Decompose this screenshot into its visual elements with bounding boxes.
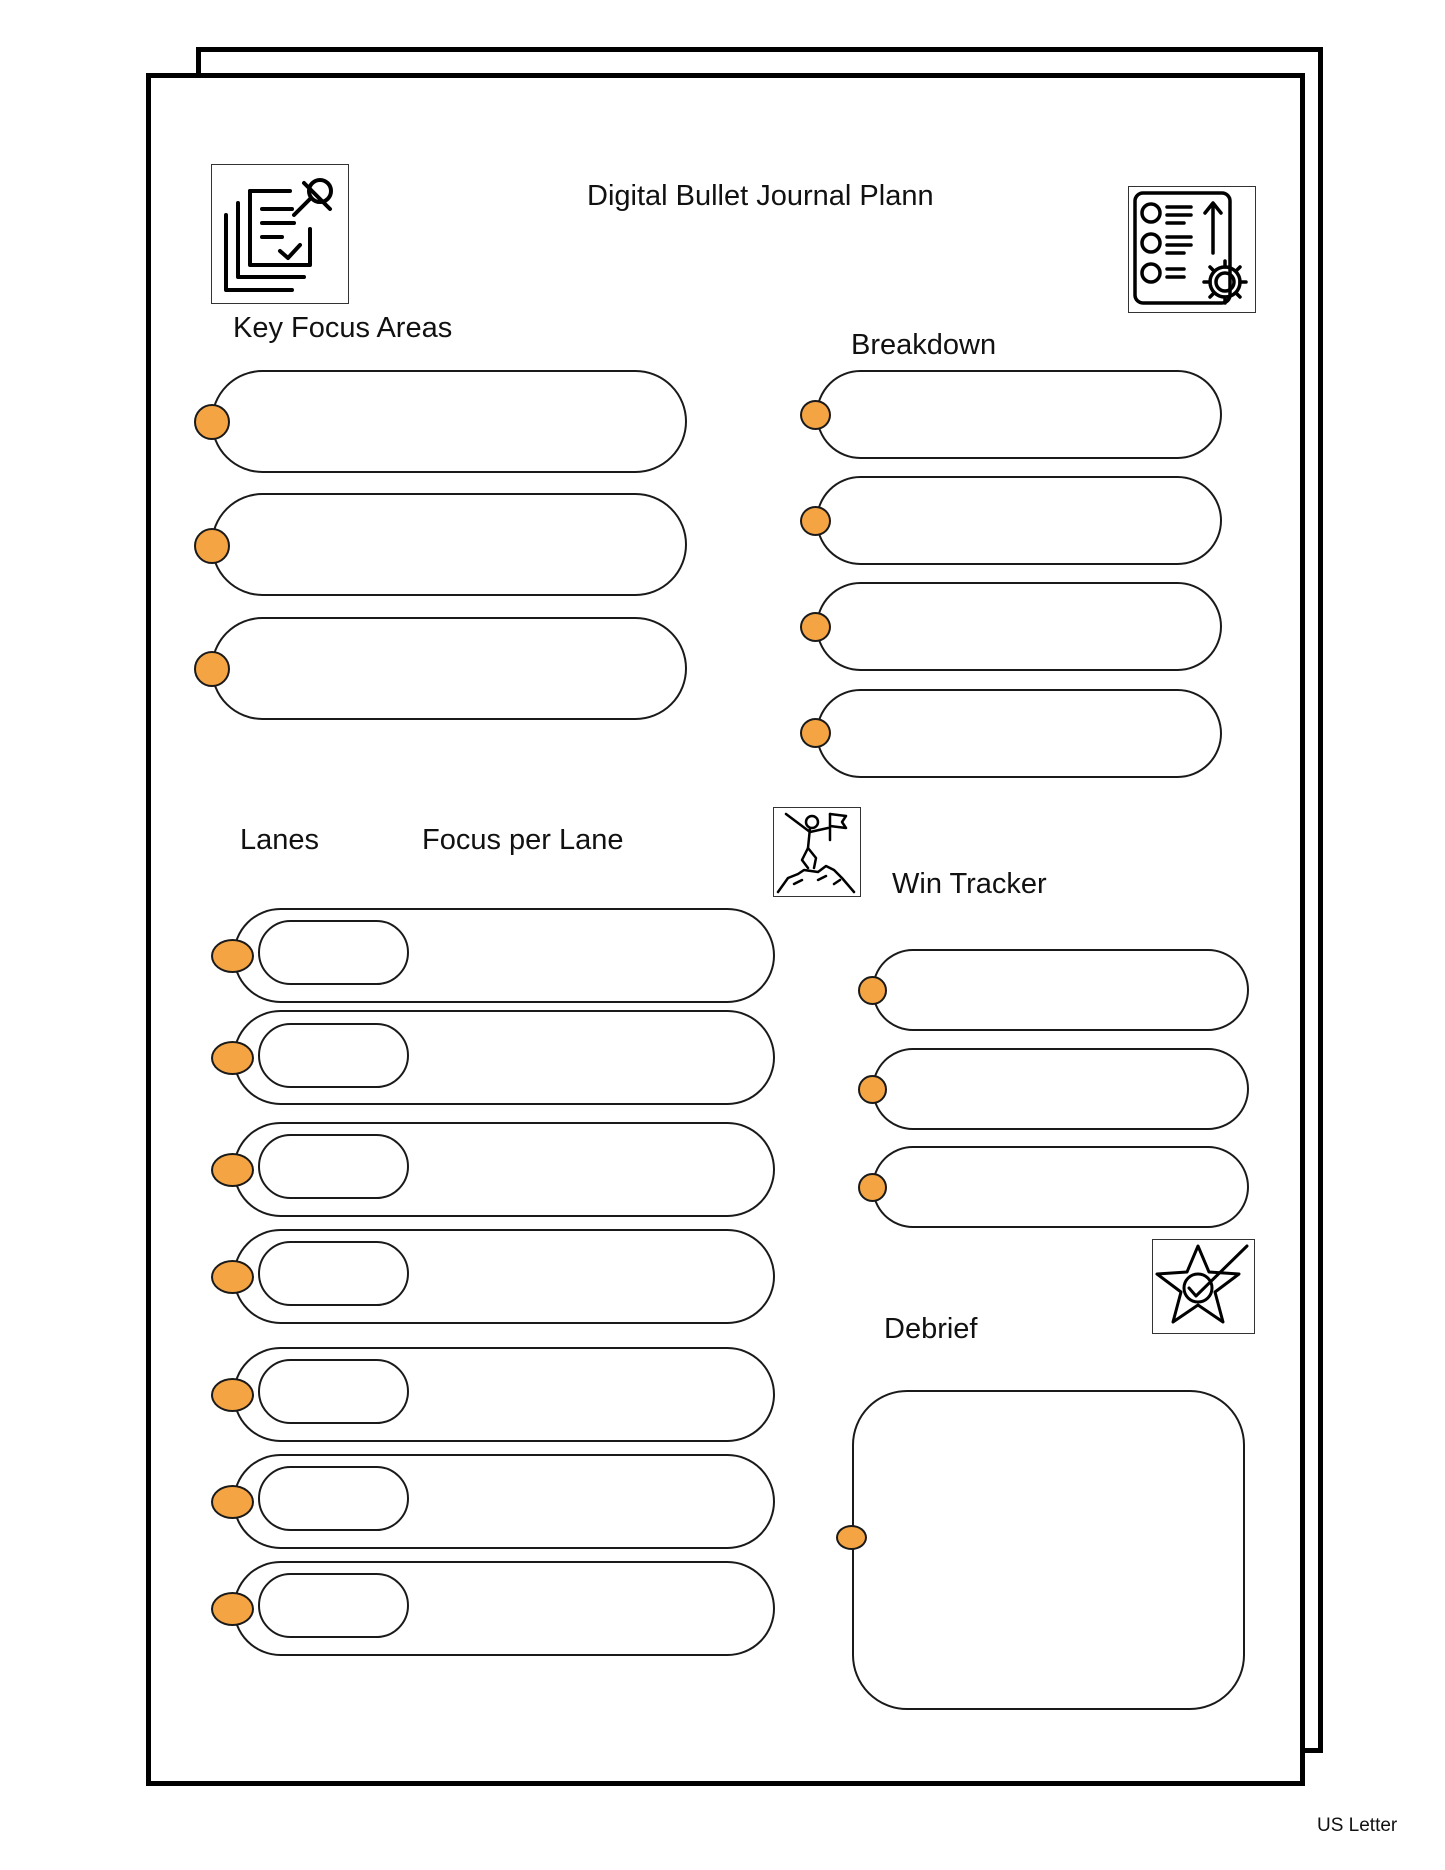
lane-bullet-2 [211, 1041, 254, 1075]
lanes-label: Lanes [240, 824, 320, 856]
breakdown-field-4[interactable] [816, 689, 1222, 778]
breakdown-bullet-3 [800, 612, 831, 642]
lane-bullet-3 [211, 1153, 254, 1187]
lane-name-field-7[interactable] [258, 1573, 409, 1638]
page-size-label: US Letter [1317, 1815, 1398, 1836]
breakdown-field-1[interactable] [816, 370, 1222, 459]
win-tracker-bullet-1 [858, 976, 887, 1005]
win-tracker-field-1[interactable] [872, 949, 1249, 1031]
lane-bullet-4 [211, 1260, 254, 1294]
win-tracker-label: Win Tracker [892, 868, 1047, 900]
lane-name-field-2[interactable] [258, 1023, 409, 1088]
breakdown-label: Breakdown [851, 329, 997, 361]
debrief-bullet [836, 1525, 867, 1550]
lane-name-field-3[interactable] [258, 1134, 409, 1199]
focus-per-lane-label: Focus per Lane [422, 824, 624, 856]
win-tracker-field-3[interactable] [872, 1146, 1249, 1228]
key-focus-bullet-1 [194, 404, 230, 440]
breakdown-field-2[interactable] [816, 476, 1222, 565]
numbered-list-gear-icon [1128, 186, 1256, 313]
debrief-textarea[interactable] [852, 1390, 1245, 1710]
lane-name-field-1[interactable] [258, 920, 409, 985]
lane-name-field-5[interactable] [258, 1359, 409, 1424]
win-tracker-bullet-3 [858, 1173, 887, 1202]
breakdown-field-3[interactable] [816, 582, 1222, 671]
key-focus-field-1[interactable] [211, 370, 687, 473]
lane-bullet-1 [211, 939, 254, 973]
lane-bullet-5 [211, 1378, 254, 1412]
key-focus-field-2[interactable] [211, 493, 687, 596]
key-focus-bullet-3 [194, 651, 230, 687]
page-title: Digital Bullet Journal Plann [587, 180, 934, 212]
lane-name-field-4[interactable] [258, 1241, 409, 1306]
key-focus-areas-label: Key Focus Areas [233, 312, 453, 344]
win-tracker-bullet-2 [858, 1075, 887, 1104]
breakdown-bullet-1 [800, 400, 831, 430]
breakdown-bullet-4 [800, 718, 831, 748]
lane-name-field-6[interactable] [258, 1466, 409, 1531]
debrief-label: Debrief [884, 1313, 978, 1345]
breakdown-bullet-2 [800, 506, 831, 536]
climber-flag-icon [773, 807, 861, 897]
lane-bullet-6 [211, 1485, 254, 1519]
key-focus-bullet-2 [194, 528, 230, 564]
star-check-icon [1152, 1239, 1255, 1334]
lane-bullet-7 [211, 1592, 254, 1626]
clipboard-pin-icon [211, 164, 349, 304]
key-focus-field-3[interactable] [211, 617, 687, 720]
win-tracker-field-2[interactable] [872, 1048, 1249, 1130]
